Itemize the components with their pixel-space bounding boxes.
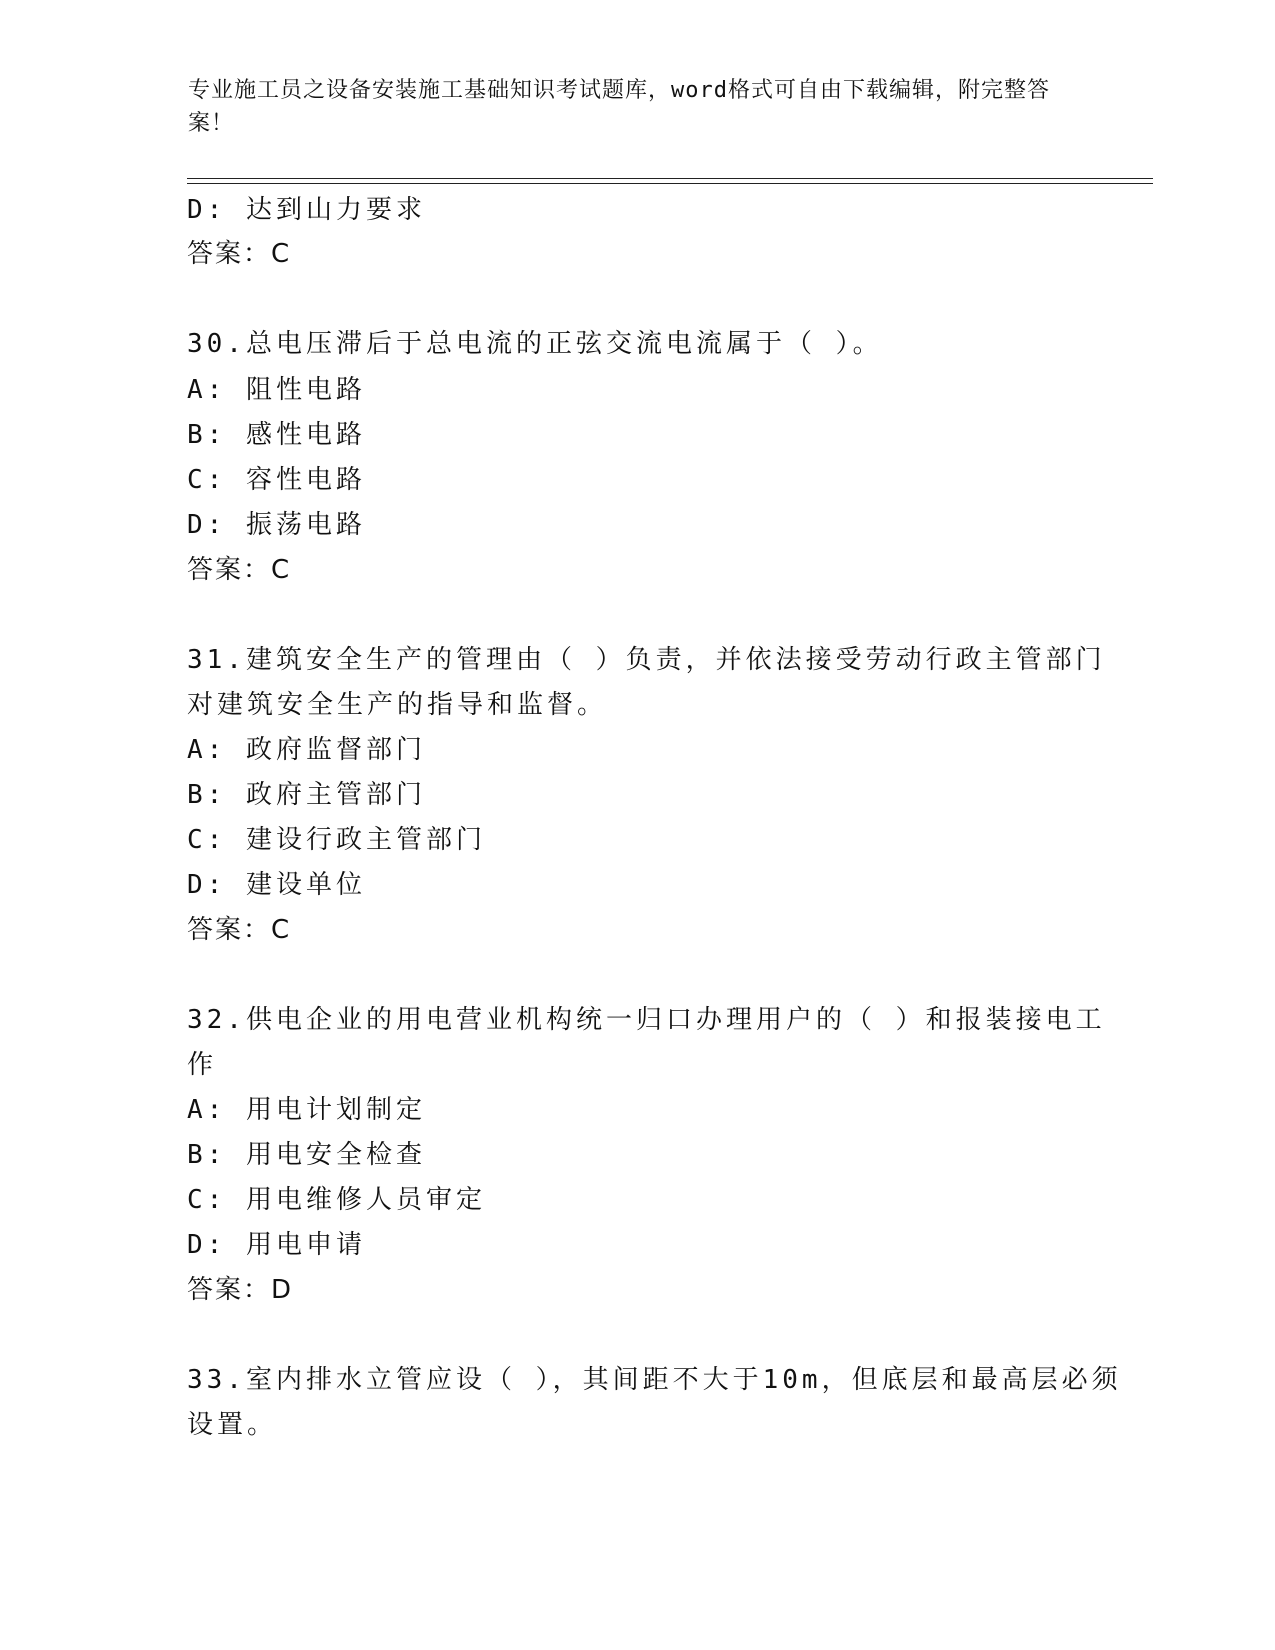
question-31-option-d: D: 建设单位: [187, 870, 366, 900]
question-31-option-c: C: 建设行政主管部门: [187, 825, 486, 855]
question-30-stem: 30.总电压滞后于总电流的正弦交流电流属于（ ）。: [187, 329, 883, 359]
question-31-option-b: B: 政府主管部门: [187, 780, 426, 810]
question-29-option-d: D: 达到山力要求: [187, 195, 426, 225]
question-32-option-c: C: 用电维修人员审定: [187, 1185, 486, 1215]
question-31-answer: 答案：C: [187, 915, 292, 945]
document-header: 专业施工员之设备安装施工基础知识考试题库，word格式可自由下载编辑，附完整答案！: [188, 78, 1050, 136]
question-33-stem-line-2: 设置。: [187, 1410, 278, 1440]
question-32-stem-line-1: 32.供电企业的用电营业机构统一归口办理用户的（ ）和报装接电工: [187, 1005, 1106, 1035]
question-30-option-b: B: 感性电路: [187, 420, 366, 450]
question-33-stem-line-1: 33.室内排水立管应设（ ），其间距不大于10m，但底层和最高层必须: [187, 1365, 1122, 1395]
question-31-option-a: A: 政府监督部门: [187, 735, 426, 765]
question-32-stem-line-2: 作: [187, 1050, 218, 1080]
question-30-option-d: D: 振荡电路: [187, 510, 366, 540]
question-31-stem-line-1: 31.建筑安全生产的管理由（ ）负责，并依法接受劳动行政主管部门: [187, 645, 1106, 675]
question-32-answer: 答案：D: [187, 1275, 294, 1305]
header-rule-top: [187, 178, 1153, 179]
header-rule-bottom: [187, 183, 1153, 184]
question-31-stem-line-2: 对建筑安全生产的指导和监督。: [187, 690, 608, 720]
question-32-option-d: D: 用电申请: [187, 1230, 366, 1260]
question-30-option-a: A: 阻性电路: [187, 375, 366, 405]
question-32-option-b: B: 用电安全检查: [187, 1140, 426, 1170]
question-32-option-a: A: 用电计划制定: [187, 1095, 426, 1125]
question-30-option-c: C: 容性电路: [187, 465, 366, 495]
question-29-answer: 答案：C: [187, 239, 292, 269]
question-30-answer: 答案：C: [187, 555, 292, 585]
